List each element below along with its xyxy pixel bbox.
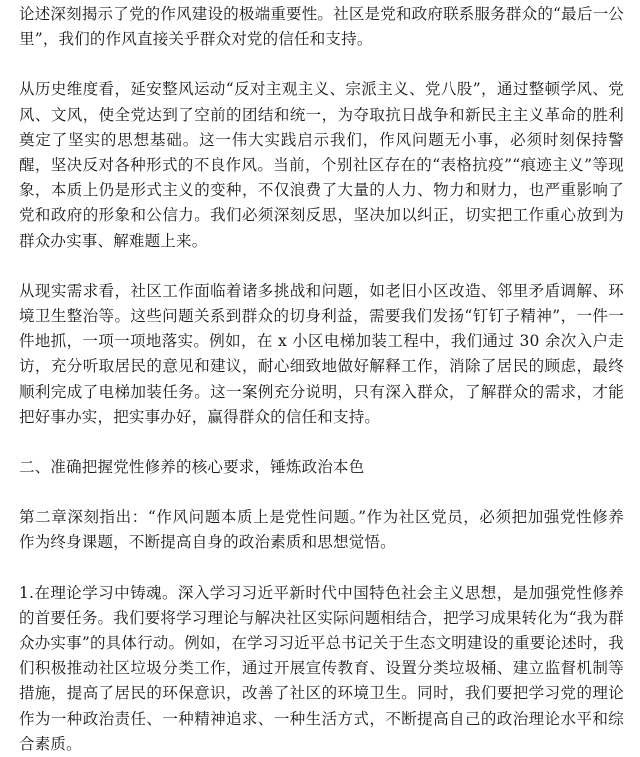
paragraph-chapter-two: 第二章深刻指出：“作风问题本质上是党性问题。”作为社区党员，必须把加强党性修养作为终身课题，不断提高自身的政治素质和思想觉悟。 [19,508,624,552]
section-heading: 二、准确把握党性修养的核心要求，锤炼政治本色 [19,458,365,477]
paragraph-practical-needs: 从现实需求看，社区工作面临着诸多挑战和问题，如老旧小区改造、邻里矛盾调解、环境卫生整治等。这些问题关系到群众的切身利益，需要我们发扬“钉钉子精神”，一件一件地抓，一项一项地落实。例如，在 x 小区电梯加装工程中，我们通过 30 余次入户走访，充分听取居民的意见和建议，耐心细致地做好解释工作，消除了居民的顾虑，最终顺利完成了电梯加装任务。这一案例充分说明，只有深入群众，了解群众的需求，才能把好事办实，把实事办好，赢得群众的信任和支持。 [19,281,624,426]
paragraph-theory-study: 1.在理论学习中铸魂。深入学习习近平新时代中国特色社会主义思想，是加强党性修养的首要任务。我们要将学习理论与解决社区实际问题相结合，把学习成果转化为“我为群众办实事”的具体行动。例如，在学习习近平总书记关于生态文明建设的重要论述时，我们积极推动社区垃圾分类工作，通过开展宣传教育、设置分类垃圾桶、建立监督机制等措施，提高了居民的环保意识，改善了社区的环境卫生。同时，我们要把学习党的理论作为一种政治责任、一种精神追求、一种生活方式，不断提高自己的政治理论水平和综合素质。 [19,583,624,753]
paragraph-historical-dimension: 从历史维度看，延安整风运动“反对主观主义、宗派主义、党八股”，通过整顿学风、党风、文风，使全党达到了空前的团结和统一，为夺取抗日战争和新民主主义革命的胜利奠定了坚实的思想基础。这一伟大实践启示我们，作风问题无小事，必须时刻保持警醒，坚决反对各种形式的不良作风。当前，个别社区存在的“表格抗疫”“痕迹主义”等现象，本质上仍是形式主义的变种，不仅浪费了大量的人力、物力和财力，也严重影响了党和政府的形象和公信力。我们必须深刻反思，坚决加以纠正，切实把工作重心放到为群众办实事、解难题上来。 [19,80,624,250]
paragraph-work-style-importance: 论述深刻揭示了党的作风建设的极端重要性。社区是党和政府联系服务群众的“最后一公里”，我们的作风直接关乎群众对党的信任和支持。 [19,5,624,49]
